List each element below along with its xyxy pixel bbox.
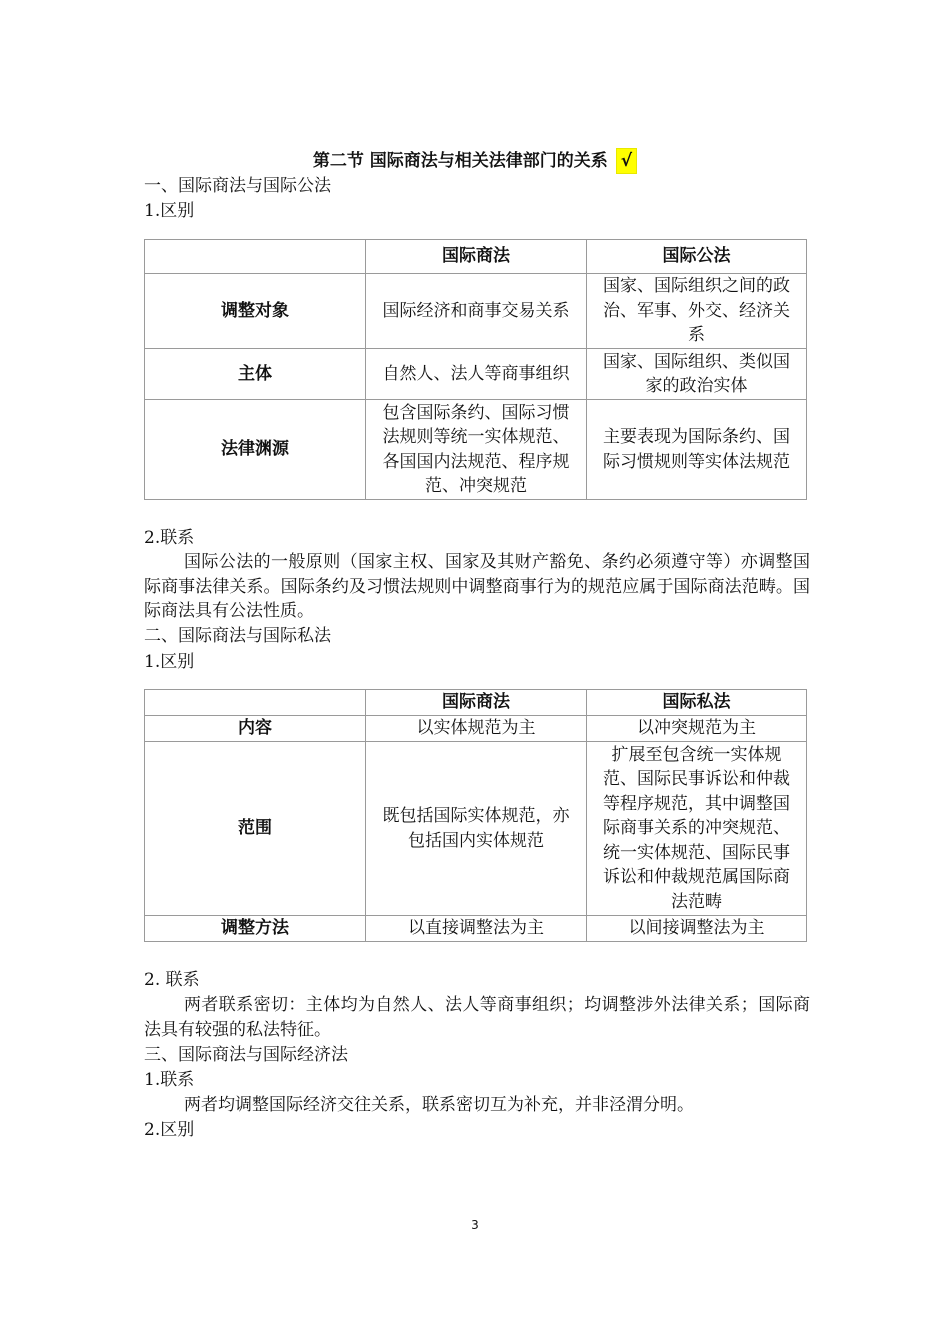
table-row: [145, 349, 807, 400]
table-row: [145, 742, 807, 916]
table-header-row: [145, 690, 807, 716]
table-cell: 国家、国际组织、类似国家的政治实体: [587, 349, 807, 400]
table-header-cell: 国际商法: [366, 690, 587, 716]
section-2-link-label: 2. 联系: [144, 970, 200, 990]
section-1-link-label: 2.联系: [144, 528, 195, 548]
section-3-heading: 三、国际商法与国际经济法: [144, 1045, 348, 1065]
section-2-diff-label: 1.区别: [144, 652, 195, 672]
table-header-cell: [145, 240, 366, 274]
table-row: [145, 274, 807, 349]
check-mark: √: [616, 148, 637, 174]
table-header-cell: [145, 690, 366, 716]
table-row: [145, 716, 807, 742]
table-header-cell: 国际公法: [587, 240, 807, 274]
row-label: 主体: [145, 349, 366, 400]
section-1-diff-label: 1.区别: [144, 201, 195, 221]
page-number: 3: [471, 1218, 479, 1232]
table-header-cell: 国际商法: [366, 240, 587, 274]
table-row: [145, 400, 807, 500]
row-label: 范围: [145, 742, 366, 916]
section-2-heading: 二、国际商法与国际私法: [144, 626, 331, 646]
section-3-link-paragraph: 两者均调整国际经济交往关系，联系密切互为补充，并非泾渭分明。: [184, 1095, 694, 1115]
row-label: 调整方法: [145, 916, 366, 942]
table-cell: 以直接调整法为主: [366, 916, 587, 942]
table-cell: 国际经济和商事交易关系: [366, 274, 587, 349]
table-header-cell: 国际私法: [587, 690, 807, 716]
table-cell: 以冲突规范为主: [587, 716, 807, 742]
table-cell: 包含国际条约、国际习惯法规则等统一实体规范、各国国内法规范、程序规范、冲突规范: [366, 400, 587, 500]
section-title: [0, 146, 950, 176]
section-2-link-paragraph: 两者联系密切：主体均为自然人、法人等商事组织；均调整涉外法律关系；国际商法具有较强的私法特征。: [144, 995, 810, 1040]
section-3-diff-label: 2.区别: [144, 1120, 195, 1140]
section-1-link-paragraph: 国际公法的一般原则（国家主权、国家及其财产豁免、条约必须遵守等）亦调整国际商事法律关系。国际条约及习惯法规则中调整商事行为的规范应属于国际商法范畴。国际商法具有公法性质。: [144, 552, 810, 621]
table-cell: 以间接调整法为主: [587, 916, 807, 942]
table-cell: 国家、国际组织之间的政治、军事、外交、经济关系: [587, 274, 807, 349]
table-cell: 既包括国际实体规范，亦包括国内实体规范: [366, 742, 587, 916]
section-3-link-label: 1.联系: [144, 1070, 195, 1090]
table-cell: 以实体规范为主: [366, 716, 587, 742]
table-header-row: [145, 240, 807, 274]
table-cell: 自然人、法人等商事组织: [366, 349, 587, 400]
row-label: 法律渊源: [145, 400, 366, 500]
comparison-table-private-law: [144, 689, 807, 942]
comparison-table-public-law: [144, 239, 807, 500]
table-cell: 主要表现为国际条约、国际习惯规则等实体法规范: [587, 400, 807, 500]
row-label: 调整对象: [145, 274, 366, 349]
section-1-heading: 一、国际商法与国际公法: [144, 176, 331, 196]
table-row: [145, 916, 807, 942]
table-cell: 扩展至包含统一实体规范、国际民事诉讼和仲裁等程序规范，其中调整国际商事关系的冲突规范、统一实体规范、国际民事诉讼和仲裁规范属国际商法范畴: [587, 742, 807, 916]
row-label: 内容: [145, 716, 366, 742]
title-text: 第二节 国际商法与相关法律部门的关系: [312, 151, 608, 171]
